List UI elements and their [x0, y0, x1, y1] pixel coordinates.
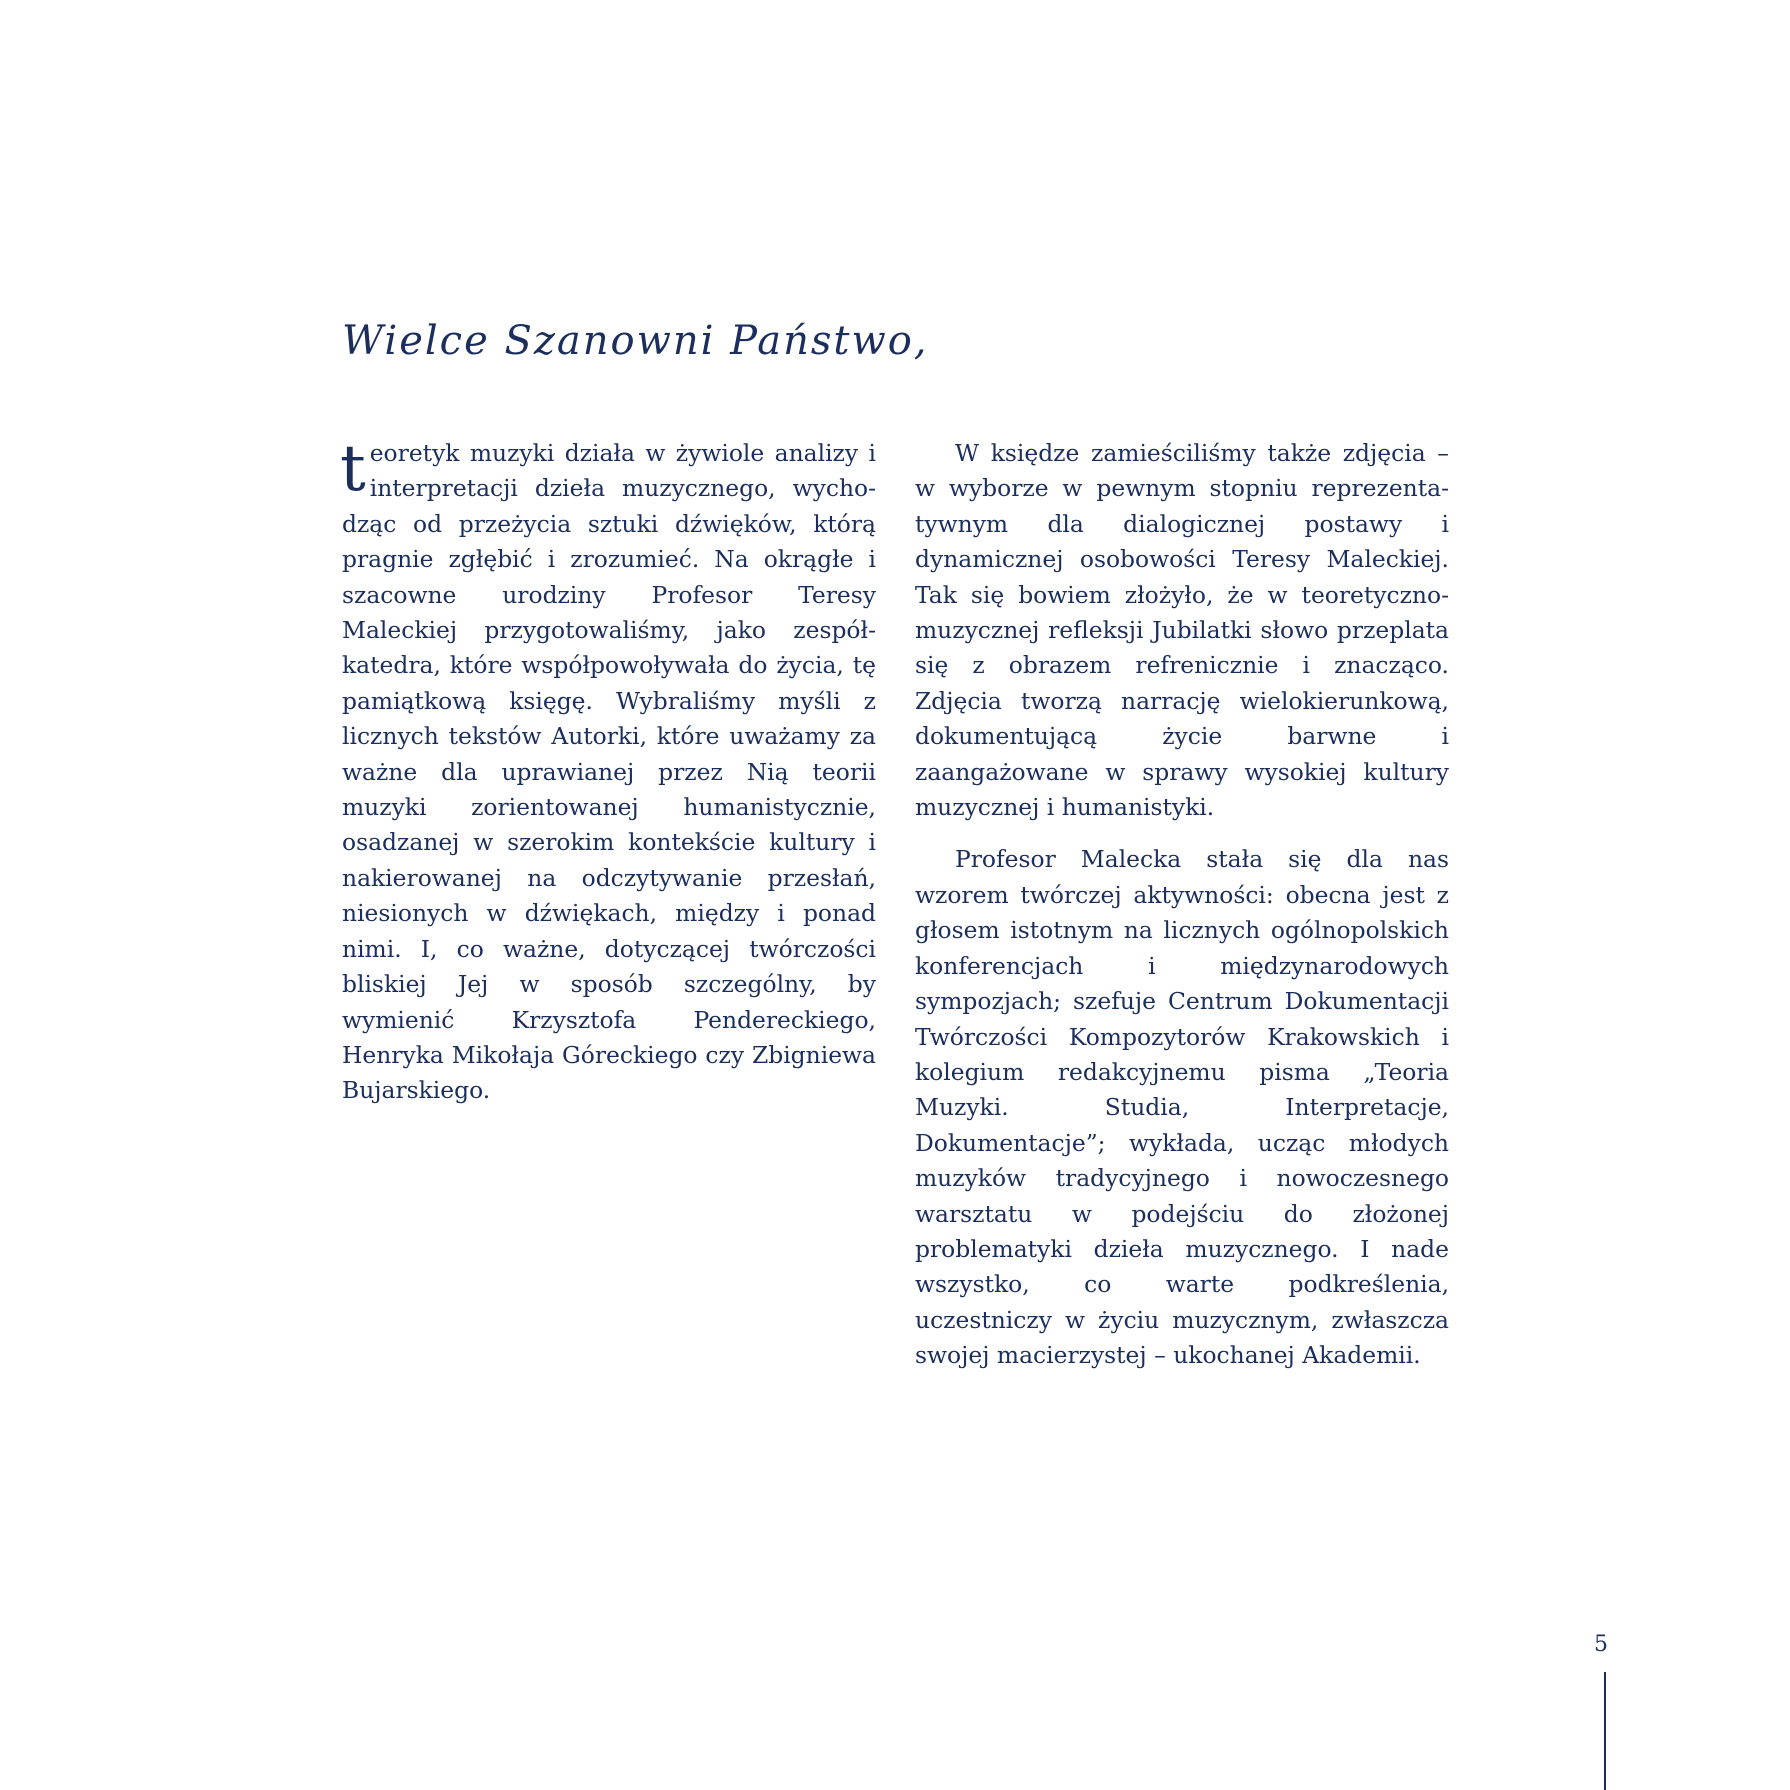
drop-cap: t [340, 432, 366, 506]
left-paragraph [340, 432, 876, 1109]
salutation-heading: Wielce Szanowni Państwo, [342, 318, 929, 364]
page-number: 5 [1594, 1632, 1608, 1657]
right-paragraph-1: W księdze zamieściliśmy także zdjęcia – w wyborze w pewnym stopniu reprezentatywnym dla dialogicznej postawy i dynamicznej osobowości Teresy Maleckiej. Tak się bowiem złożyło, że w teoretyczno-muzycznej refleksji Jubilatki słowo przeplata się z obrazem refrenicznie i znacząco. Zdjęcia tworzą narrację wielokierunkową, dokumentującą życie barwne i zaangażowane w sprawy wysokiej kultury muzycznej i humanistyki. [915, 439, 1449, 822]
page-number-rule [1604, 1672, 1606, 1790]
right-column [915, 436, 1449, 1374]
left-column [340, 432, 876, 1109]
left-paragraph-text: eoretyk muzyki działa w żywiole analizy i interpretacji dzieła muzycznego, wychodząc od przeżycia sztuki dźwięków, którą pragnie zgłębić i zrozumieć. Na okrągłe i szacowne urodziny Profesor Teresy Maleckiej przygotowaliśmy, jako zespół-katedra, które współpowoływała do życia, tę pamiątkową księgę. Wybraliśmy myśli z licznych tekstów Autorki, które uważamy za ważne dla uprawianej przez Nią teorii muzyki zorientowanej humanistycznie, osadzanej w szerokim kontekście kultury i nakierowanej na odczytywanie przesłań, niesionych w dźwiękach, między i ponad nimi. I, co ważne, dotyczącej twórczości bliskiej Jej w sposób szczególny, by wymienić Krzysztofa Pendereckiego, Henryka Mikołaja Góreckiego czy Zbigniewa Bujarskiego. [342, 439, 876, 1105]
right-paragraph-2: Profesor Malecka stała się dla nas wzorem twórczej aktywności: obecna jest z głosem istotnym na licznych ogólnopolskich konferencjach i międzynarodowych sympozjach; szefuje Centrum Dokumentacji Twórczości Kompozytorów Krakowskich i kolegium redakcyjnemu pisma „Teoria Muzyki. Studia, Interpretacje, Dokumentacje”; wykłada, ucząc młodych muzyków tradycyjnego i nowoczesnego warsztatu w podejściu do złożonej problematyki dzieła muzycznego. I nade wszystko, co warte podkreślenia, uczestniczy w życiu muzycznym, zwłaszcza swojej macierzystej – ukochanej Akademii. [915, 845, 1449, 1370]
